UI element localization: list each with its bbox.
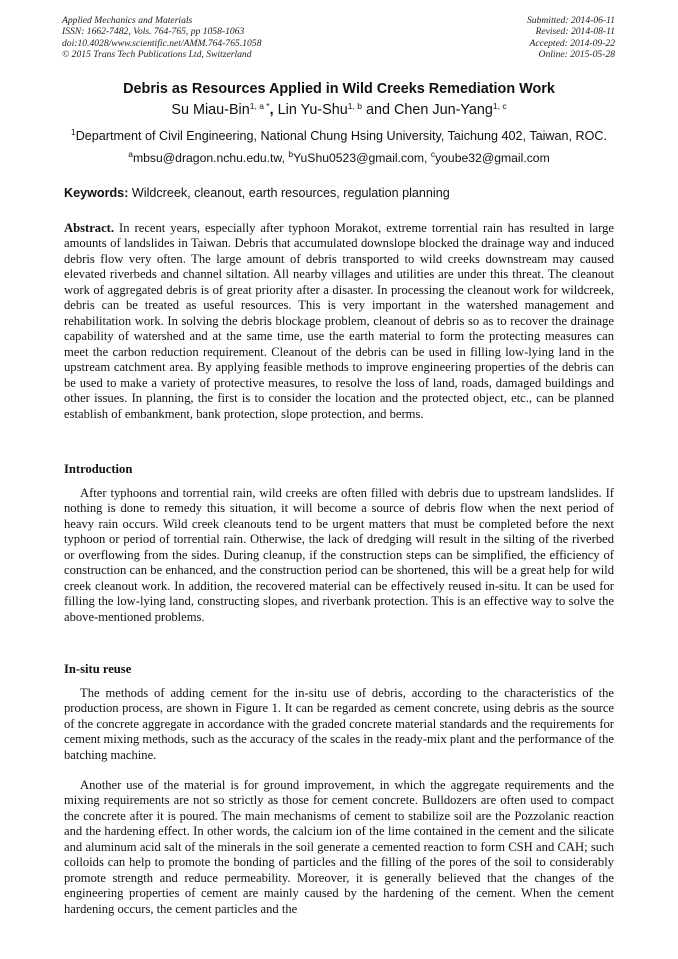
insitu-paragraph-1: The methods of adding cement for the in-situ use of debris, according to the characteristics of the production process, are shown in Figure 1. It can be regarded as cement concrete, using debris as the source of the concrete aggregate in accordance with the graded concrete material standards and the requirements for cement mixing methods, such as the accuracy of the scales in the ready-mix plant and the performance of the batching machine. [64,686,614,762]
paper-title: Debris as Resources Applied in Wild Creeks Remediation Work [123,81,555,97]
issn-line: ISSN: 1662-7482, Vols. 764-765, pp 1058-1063 [62,26,245,38]
author-name: Su Miau-Bin [171,102,250,118]
email-list [0,151,678,165]
doi-line: doi:10.4028/www.scientific.net/AMM.764-765.1058 [62,37,262,49]
introduction-paragraph: After typhoons and torrential rain, wild creeks are often filled with debris due to upstream landslides. If nothing is done to remedy this situation, it will become a source of debris flow when the next period of heavy rain occurs. Wild creek cleanouts tend to be urgent matters that must be completed before the next typhoon or period of torrential rain. Otherwise, the lack of dredging will result in the silting of the riverbed or overflowing from the sides. During cleanup, if the construction steps can be simplified, the efficiency of construction can be enhanced, and the construction period can be shortened, this will be a great help for wild creek cleanout work. In addition, the recovered material can be effectively reused in-situ. It can be used for filling the low-lying land, constructing slopes, and riverbank protection. This is an effective way to solve the above-mentioned problems. [64,486,614,624]
keywords [64,186,450,200]
copyright-line: © 2015 Trans Tech Publications Ltd, Switzerland [62,49,252,61]
email-superscript: c [430,149,436,159]
email-separator: , [281,151,289,165]
section-heading-introduction: Introduction [64,462,133,476]
email-superscript: a [128,149,133,159]
keywords-text: Wildcreek, cleanout, earth resources, regulation planning [131,186,450,200]
abstract-text: In recent years, especially after typhoon Morakot, extreme torrential rain has resulted in large amounts of landslides in Taiwan. Debris that accumulated downslope blocked the drainage way and induced debris flow very often. The large amount of debris transported to wild creeks downstream may caused elevated riverbeds and channel siltation. All nearby villages and utilities are under this threat. The cleanout work of aggregated debris is of great priority after a disaster. In processing the cleanout work for wildcreek, debris can be treated as useful resources. This is very important in the watershed management and rehabilitation work. In solving the debris blockage problem, cleanout of debris so as to recover the drainage capability of watershed and at the same time, use the earth material to form the protecting measures can meet the carbon reduction requirement. Cleanout of the debris can be used in filling low-lying land in the upstream catchment area. By applying feasible methods to improve engineering properties of the debris can be used to make a variety of protective measures, to resolve the loss of land, roads, damaged buildings and other issues. In planning, the first is to consider the location and the protected object, etc., can be planned establish of embankment, bank protection, slope protection, and berms. [64,221,614,421]
author-name: Chen Jun-Yang [393,102,493,118]
insitu-paragraph-2: Another use of the material is for ground improvement, in which the aggregate requirements and the mixing requirements are not so strictly as those for cement concrete. Bulldozers are often used to compact the concrete after it is poured. The main mechanisms of cement to stabilize soil are the Pozzolanic reaction and the hardening effect. In other words, the calcium ion of the lime contained in the cement and the silicate and aluminum acid salt of the minerals in the soil generate a cemented reaction to form CSH and CAH; such colloids can help to promote the bonding of particles and the filling of the pores of the soil to considerably promote strength and reduce permeability. Moreover, it is generally believed that the changes of the engineering properties of cement are mainly caused by the hardening of the cement. When the cement hardening occurs, the cement particles and the [64,778,614,916]
author-name: Lin Yu-Shu [277,102,348,118]
email-address[interactable]: YuShu0523@gmail.com [293,151,425,165]
submitted-date: Submitted: 2014-06-11 [526,15,615,26]
accepted-date: Accepted: 2014-09-22 [529,37,615,49]
journal-info [62,15,261,61]
keywords-label: Keywords: [64,186,129,200]
affiliation [0,129,678,143]
publication-dates [527,15,615,61]
author-and: and [365,102,390,118]
affiliation-text: Department of Civil Engineering, National Chung Hsing University, Taichung 402, Taiwan, ROC. [75,129,608,143]
online-date: Online: 2015-05-28 [538,49,615,61]
email-separator: , [424,151,431,165]
abstract [64,221,614,422]
abstract-label: Abstract. [64,221,115,235]
email-address[interactable]: yoube32@gmail.com [435,151,550,165]
author-list [0,102,678,118]
revised-date: Revised: 2014-08-11 [535,26,615,38]
journal-name: Applied Mechanics and Materials [62,15,193,26]
affiliation-superscript: 1 [70,127,76,137]
email-address[interactable]: mbsu@dragon.nchu.edu.tw [133,151,282,165]
email-superscript: b [288,149,294,159]
author-superscript: 1, b [347,101,362,111]
author-superscript: 1, a * [249,101,270,111]
section-heading-insitu-reuse: In-situ reuse [64,662,132,676]
author-superscript: 1, c [492,101,507,111]
author-separator: , [269,102,274,118]
